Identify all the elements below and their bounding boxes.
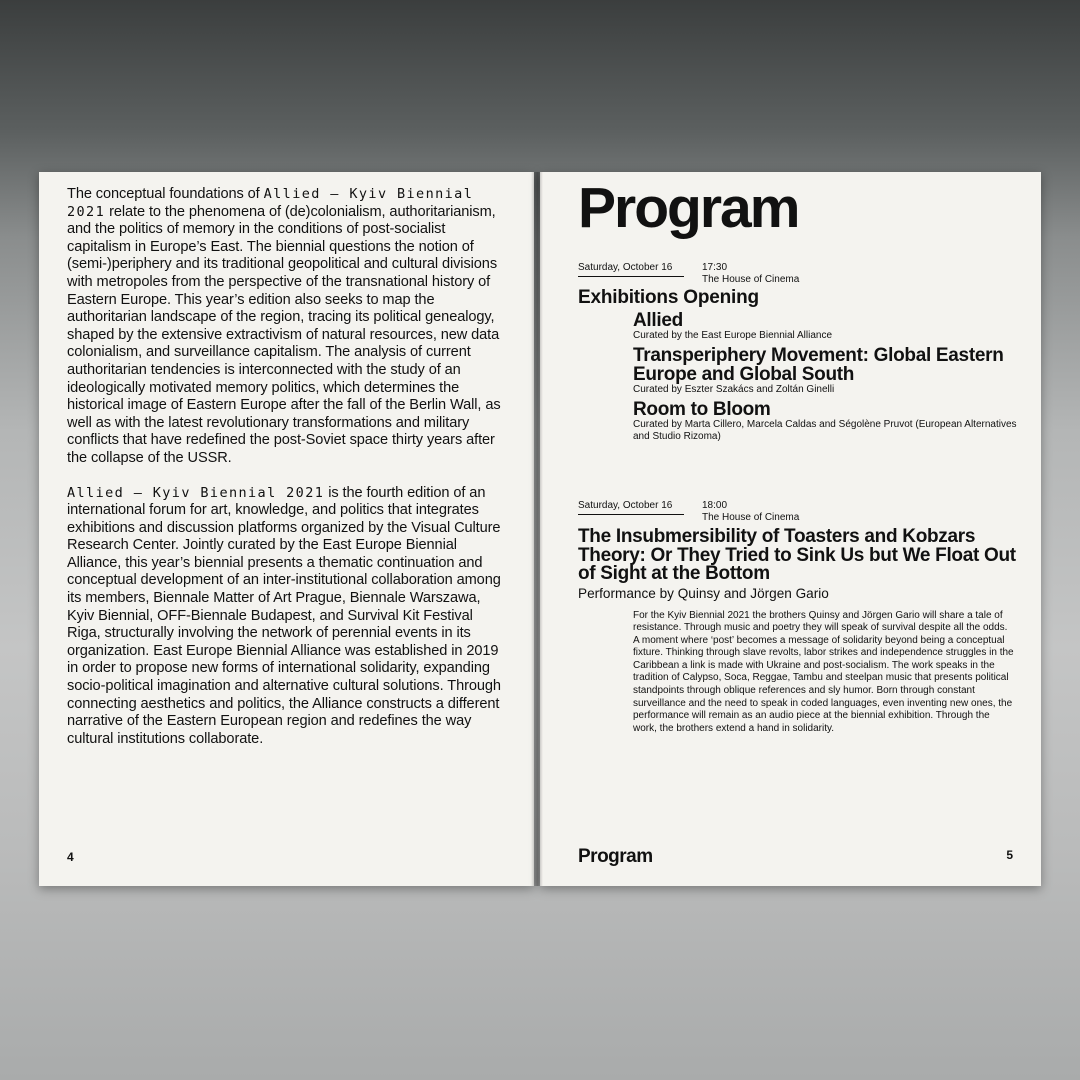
event-meta (578, 262, 1018, 286)
event-date: Saturday, October 16 (578, 262, 684, 277)
exhibition-title: Transperiphery Movement: Global Eastern Europe and Global South (633, 345, 1004, 385)
right-page (540, 172, 1041, 886)
exhibition-title: Allied (633, 310, 683, 331)
event-meta (578, 500, 1018, 524)
event-title: Exhibitions Opening (578, 287, 759, 308)
event-time: 18:00 (702, 500, 728, 511)
page-number: 5 (1006, 848, 1013, 862)
paragraph-1 (67, 186, 507, 468)
event-exhibitions-opening (578, 262, 1018, 447)
paragraph-2-rest: is the fourth edition of an international forum for art, knowledge, and politics that integrates exhibitions and discussion platforms organized by the Visual Culture Research Center. Jointly curated by the East Europe Biennial Alliance, this year’s biennial presents a thematic continuation and conceptual development of an inter-institutional collaboration among its members, Biennale Matter of Art Prague, Biennale Warszawa, Kyiv Biennial, OFF-Biennale Budapest, and Survival Kit Festival Riga, structurally involving the network of perennial events in its organization. East Europe Biennial Alliance was established in 2019 in order to propose new forms of international solidarity, expanding socio-political imagination and alternative cultural solutions. Through connecting aesthetics and politics, the Alliance constructs a different narrative of the Eastern European region and redefines the way cultural institutions collaborate. (67, 484, 501, 747)
event-venue: The House of Cinema (702, 512, 800, 523)
paragraph-2 (67, 485, 507, 749)
event-date: Saturday, October 16 (578, 500, 684, 515)
biennial-name: Allied – Kyiv Biennial 2021 (67, 484, 325, 501)
exhibition-curator: Curated by the East Europe Biennial Alliance (633, 330, 833, 341)
exhibition-title: Room to Bloom (633, 399, 771, 420)
left-body-text (67, 186, 507, 765)
exhibition-curator: Curated by Eszter Szakács and Zoltán Ginelli (633, 384, 835, 395)
biennial-name: Allied – Kyiv Biennial 2021 (67, 186, 474, 220)
left-page (39, 172, 534, 886)
page-title: Program (578, 176, 799, 240)
exhibition-curator: Curated by Marta Cillero, Marcela Caldas and Ségolène Pruvot (European Alternatives and Studio Rizoma) (633, 419, 1017, 442)
page-number: 4 (67, 850, 74, 864)
footer-title: Program (578, 846, 653, 867)
paragraph-1-lead: The conceptual foundations of (67, 186, 260, 202)
performance-title: The Insubmersibility of Toasters and Kobzars Theory: Or They Tried to Sink Us but We Float Out of Sight at the Bottom (578, 526, 1016, 584)
event-performance (578, 500, 1018, 735)
event-time-venue (702, 262, 799, 286)
performance-byline: Performance by Quinsy and Jörgen Gario (578, 585, 829, 601)
exhibition-list (633, 311, 1018, 443)
performance-description: For the Kyiv Biennial 2021 the brothers Quinsy and Jörgen Gario will share a tale of resistance. Through music and poetry they will speak of survival despite all the odds. A moment where ‘post’ becomes a message of solidarity beyond being a conceptual fixture. Thinking through slave revolts, labor strikes and independence struggles in the Caribbean a link is made with Ukraine and post-socialism. The work speaks in the tradition of Calypso, Soca, Reggae, Tambu and steelpan music that presents political standpoints through oblique references and sly humor. Born through constant surveillance and the need to speak in coded languages, even inventing new ones, the performance will remain as an audio piece at the biennial exhibition. Through the work, the brothers extend a hand in solidarity. (633, 609, 1014, 734)
event-time-venue (702, 500, 799, 524)
event-venue: The House of Cinema (702, 274, 800, 285)
book-gutter (531, 172, 543, 886)
paragraph-1-rest: relate to the phenomena of (de)colonialism, authoritarianism, and the politics of memory in the conditions of post-socialist capitalism in Europe’s East. The biennial questions the notion of (semi-)periphery and its traditional geopolitical and cultural divisions with metropoles from the perspective of the transnational history of Eastern Europe. This year’s edition also seeks to map the authoritarian landscape of the region, tracing its political genealogy, shaped by the extensive extractivism of natural resources, new data colonialism, and surveillance capitalism. The analysis of current authoritarian tendencies is interconnected with the study of an ideologically motivated memory politics, which determines the historical image of Eastern Europe after the fall of the Berlin Wall, as well as with the latest revolutionary transformations and military conflicts that have redefined the post-Soviet space thirty years after the collapse of the USSR. (67, 203, 501, 466)
event-time: 17:30 (702, 262, 728, 273)
